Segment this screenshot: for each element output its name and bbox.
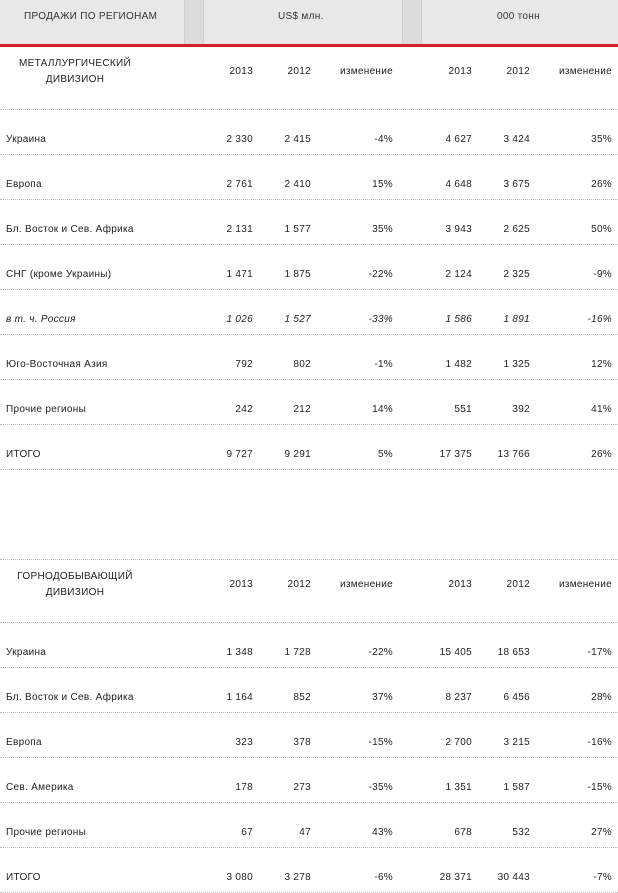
value-cell: 802	[293, 359, 311, 370]
value-cell: 2 415	[284, 134, 311, 145]
table-row	[0, 110, 618, 155]
value-cell: 532	[512, 827, 530, 838]
table-row	[0, 245, 618, 290]
value-cell: 15%	[372, 179, 393, 190]
region-name: Европа	[6, 179, 42, 190]
value-cell: 8 237	[445, 692, 472, 703]
value-cell: 43%	[372, 827, 393, 838]
header-usd-label: US$ млн.	[278, 11, 324, 22]
value-cell: 1 026	[226, 314, 253, 325]
value-cell: 678	[454, 827, 472, 838]
value-cell: 2 330	[226, 134, 253, 145]
value-cell: 9 727	[226, 449, 253, 460]
value-cell: 26%	[591, 179, 612, 190]
value-cell: 3 424	[503, 134, 530, 145]
region-name: Украина	[6, 134, 47, 145]
value-cell: 28 371	[439, 872, 472, 883]
section-title-line: ГОРНОДОБЫВАЮЩИЙ	[17, 571, 133, 582]
value-cell: -6%	[374, 872, 393, 883]
value-cell: -22%	[368, 647, 393, 658]
column-header: изменение	[339, 66, 393, 77]
region-name: Украина	[6, 647, 47, 658]
section-header-row	[0, 47, 618, 110]
table-row	[0, 758, 618, 803]
region-name: ИТОГО	[6, 449, 41, 460]
value-cell: -22%	[368, 269, 393, 280]
value-cell: 3 943	[445, 224, 472, 235]
value-cell: 178	[235, 782, 253, 793]
value-cell: 273	[293, 782, 311, 793]
header-separator	[402, 0, 422, 44]
value-cell: 27%	[591, 827, 612, 838]
table-row	[0, 335, 618, 380]
region-name: СНГ (кроме Украины)	[6, 269, 112, 280]
value-cell: 41%	[591, 404, 612, 415]
value-cell: 15 405	[439, 647, 472, 658]
value-cell: 37%	[372, 692, 393, 703]
region-name: Прочие регионы	[6, 827, 87, 838]
header-title: ПРОДАЖИ ПО РЕГИОНАМ	[24, 11, 158, 22]
region-name: Бл. Восток и Сев. Африка	[6, 224, 134, 235]
header-tonnes-column	[422, 0, 618, 44]
value-cell: 6 456	[503, 692, 530, 703]
value-cell: 2 625	[503, 224, 530, 235]
column-header: изменение	[558, 579, 612, 590]
value-cell: 3 675	[503, 179, 530, 190]
value-cell: 35%	[591, 134, 612, 145]
header-region-column	[0, 0, 184, 44]
value-cell: 9 291	[284, 449, 311, 460]
value-cell: -15%	[587, 782, 612, 793]
value-cell: 323	[235, 737, 253, 748]
header-tonnes-label: 000 тонн	[497, 11, 540, 22]
header-usd-column	[204, 0, 402, 44]
table-row	[0, 848, 618, 893]
value-cell: -35%	[368, 782, 393, 793]
column-header: 2013	[229, 66, 253, 77]
value-cell: 5%	[377, 449, 393, 460]
value-cell: 3 080	[226, 872, 253, 883]
region-name: Сев. Америка	[6, 782, 74, 793]
value-cell: 1 875	[284, 269, 311, 280]
region-name: Европа	[6, 737, 42, 748]
value-cell: 1 586	[445, 314, 472, 325]
column-header: 2013	[448, 579, 472, 590]
value-cell: 35%	[372, 224, 393, 235]
value-cell: -33%	[368, 314, 393, 325]
table-header	[0, 0, 618, 44]
table-row	[0, 668, 618, 713]
value-cell: 2 325	[503, 269, 530, 280]
value-cell: 12%	[591, 359, 612, 370]
value-cell: 378	[293, 737, 311, 748]
value-cell: 30 443	[497, 872, 530, 883]
region-name: Юго-Восточная Азия	[6, 359, 108, 370]
table-body	[0, 47, 618, 893]
value-cell: 1 587	[503, 782, 530, 793]
table-row	[0, 380, 618, 425]
value-cell: -16%	[587, 314, 612, 325]
section-title-line: МЕТАЛЛУРГИЧЕСКИЙ	[19, 58, 131, 69]
value-cell: -1%	[374, 359, 393, 370]
column-header: изменение	[339, 579, 393, 590]
value-cell: -4%	[374, 134, 393, 145]
value-cell: 392	[512, 404, 530, 415]
table-row	[0, 290, 618, 335]
value-cell: -9%	[593, 269, 612, 280]
column-header: изменение	[558, 66, 612, 77]
value-cell: 2 131	[226, 224, 253, 235]
value-cell: 1 348	[226, 647, 253, 658]
value-cell: 2 124	[445, 269, 472, 280]
value-cell: 852	[293, 692, 311, 703]
value-cell: 1 351	[445, 782, 472, 793]
section-title	[0, 569, 150, 601]
value-cell: -17%	[587, 647, 612, 658]
value-cell: 47	[299, 827, 311, 838]
value-cell: 18 653	[497, 647, 530, 658]
value-cell: 1 482	[445, 359, 472, 370]
column-header: 2012	[287, 66, 311, 77]
value-cell: 1 577	[284, 224, 311, 235]
value-cell: 1 891	[503, 314, 530, 325]
section-header-row	[0, 560, 618, 623]
value-cell: 17 375	[439, 449, 472, 460]
value-cell: 2 410	[284, 179, 311, 190]
value-cell: 1 325	[503, 359, 530, 370]
value-cell: 242	[235, 404, 253, 415]
value-cell: -7%	[593, 872, 612, 883]
value-cell: 3 278	[284, 872, 311, 883]
value-cell: 14%	[372, 404, 393, 415]
section-title-line: ДИВИЗИОН	[45, 74, 105, 85]
column-header: 2012	[506, 579, 530, 590]
column-header: 2012	[287, 579, 311, 590]
value-cell: 4 648	[445, 179, 472, 190]
region-name: в т. ч. Россия	[6, 314, 76, 325]
table-row	[0, 713, 618, 758]
value-cell: 4 627	[445, 134, 472, 145]
table-row	[0, 200, 618, 245]
value-cell: 2 700	[445, 737, 472, 748]
value-cell: -15%	[368, 737, 393, 748]
value-cell: -16%	[587, 737, 612, 748]
table-row	[0, 623, 618, 668]
value-cell: 212	[293, 404, 311, 415]
region-name: Прочие регионы	[6, 404, 87, 415]
value-cell: 3 215	[503, 737, 530, 748]
region-name: Бл. Восток и Сев. Африка	[6, 692, 134, 703]
value-cell: 1 527	[284, 314, 311, 325]
table-row	[0, 425, 618, 470]
value-cell: 67	[241, 827, 253, 838]
value-cell: 13 766	[497, 449, 530, 460]
header-separator	[184, 0, 204, 44]
value-cell: 1 471	[226, 269, 253, 280]
value-cell: 28%	[591, 692, 612, 703]
section-title	[0, 56, 150, 88]
value-cell: 792	[235, 359, 253, 370]
value-cell: 1 728	[284, 647, 311, 658]
value-cell: 26%	[591, 449, 612, 460]
column-header: 2012	[506, 66, 530, 77]
value-cell: 50%	[591, 224, 612, 235]
section-spacer	[0, 470, 618, 560]
region-name: ИТОГО	[6, 872, 41, 883]
table-row	[0, 155, 618, 200]
column-header: 2013	[229, 579, 253, 590]
column-header: 2013	[448, 66, 472, 77]
table-row	[0, 803, 618, 848]
value-cell: 1 164	[226, 692, 253, 703]
value-cell: 2 761	[226, 179, 253, 190]
value-cell: 551	[454, 404, 472, 415]
section-title-line: ДИВИЗИОН	[45, 587, 105, 598]
